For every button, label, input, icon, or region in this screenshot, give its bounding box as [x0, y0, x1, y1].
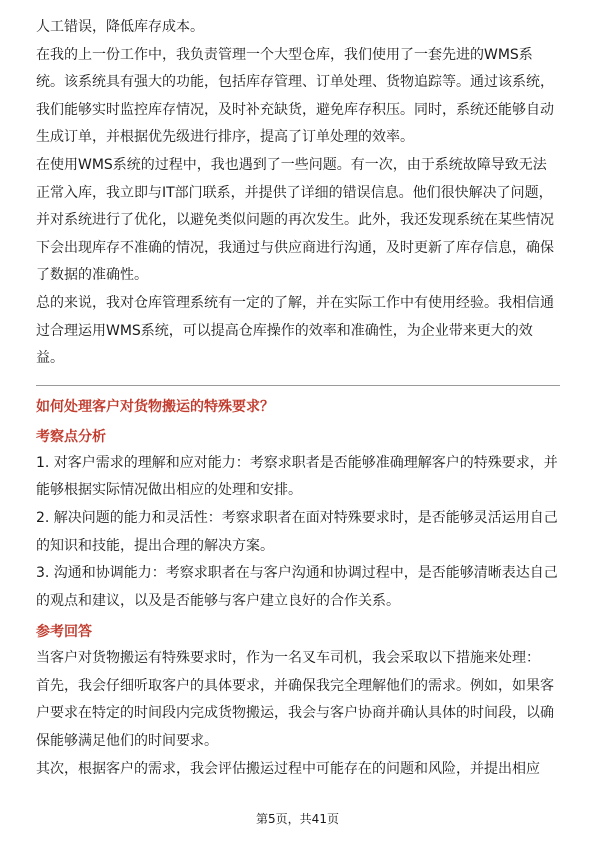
- analysis-item: 2. 解决问题的能力和灵活性：考察求职者在面对特殊要求时，是否能够灵活运用自己的知识和技能，提出合理的解决方案。: [36, 509, 558, 554]
- answer-paragraph: 首先，我会仔细听取客户的具体要求，并确保我完全理解他们的需求。例如，如果客户要求在特定的时间段内完成货物搬运，我会与客户协商并确认具体的时间段，以确保能够满足他们的时间要求。: [36, 677, 554, 750]
- page-number: 第5页，共41页: [256, 812, 339, 826]
- answer-heading: 参考回答: [36, 624, 92, 641]
- answer-paragraph: 当客户对货物搬运有特殊要求时，作为一名叉车司机，我会采取以下措施来处理：: [36, 650, 540, 667]
- answer-paragraph: 其次，根据客户的需求，我会评估搬运过程中可能存在的问题和风险，并提出相应: [36, 760, 540, 777]
- analysis-item: 1. 对客户需求的理解和应对能力：考察求职者是否能够准确理解客户的特殊要求，并能够根据实际情况做出相应的处理和安排。: [36, 454, 558, 499]
- intro-paragraph: 在我的上一份工作中，我负责管理一个大型仓库，我们使用了一套先进的WMS系统。该系统具有强大的功能，包括库存管理、订单处理、货物追踪等。通过该系统，我们能够实时监控库存情况，及时补充缺货，避免库存积压。同时，系统还能够自动生成订单，并根据优先级进行排序，提高了订单处理的效率。: [36, 46, 554, 146]
- intro-paragraph: 在使用WMS系统的过程中，我也遇到了一些问题。有一次，由于系统故障导致无法正常入库，我立即与IT部门联系，并提供了详细的错误信息。他们很快解决了问题，并对系统进行了优化，以避免类似问题的再次发生。此外，我还发现系统在某些情况下会出现库存不准确的情况，我通过与供应商进行沟通，及时更新了库存信息，确保了数据的准确性。: [36, 156, 554, 284]
- analysis-item: 3. 沟通和协调能力：考察求职者在与客户沟通和协调过程中，是否能够清晰表达自己的观点和建议，以及是否能够与客户建立良好的合作关系。: [36, 565, 558, 609]
- intro-paragraph: 总的来说，我对仓库管理系统有一定的了解，并在实际工作中有使用经验。我相信通过合理运用WMS系统，可以提高仓库操作的效率和准确性，为企业带来更大的效益。: [36, 294, 554, 367]
- question-title: 如何处理客户对货物搬运的特殊要求？: [36, 398, 274, 415]
- section-divider: [36, 385, 560, 386]
- analysis-heading: 考察点分析: [36, 428, 106, 445]
- intro-paragraph: 人工错误，降低库存成本。: [36, 19, 204, 35]
- document-page: [36, 14, 560, 783]
